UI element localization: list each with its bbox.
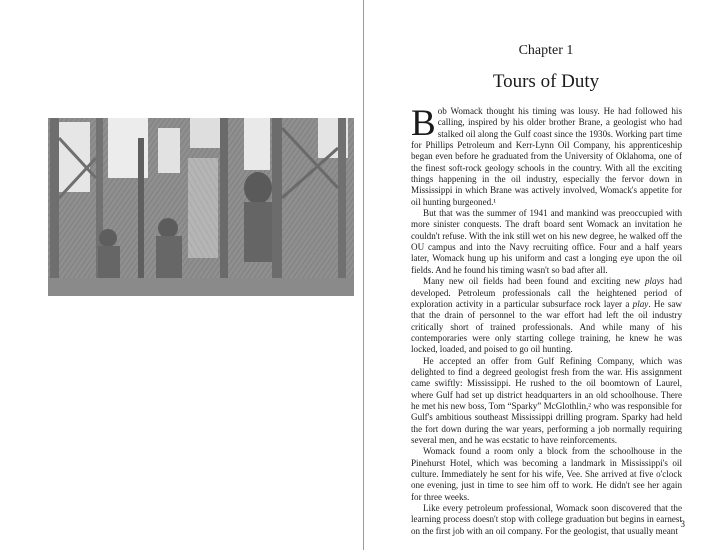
paragraph-text: But that was the summer of 1941 and mankind was preoccupied with more sinister conquests. The draft board sent Womack an invitation he couldn't refuse. With the ink still wet on his new degree, he walked off the OU campus and into the Navy recruiting office. Four and a half years later, Womack hung up his uniform and cast a longing eye upon the oil fields. And he found his timing wasn't so bad after all.	[411, 208, 682, 275]
italic-term: plays	[644, 276, 665, 287]
paragraph	[411, 103, 682, 208]
italic-term: play	[632, 298, 649, 309]
paragraph	[411, 208, 682, 276]
drop-cap: B	[411, 103, 436, 144]
derrick-crew-illustration	[48, 118, 354, 296]
right-page	[364, 0, 728, 550]
paragraph-text: had developed. Petroleum professionals call the heightened period of exploration activity in a particular subsurface rock layer a	[411, 276, 682, 309]
paragraph-text: Womack found a room only a block from the schoolhouse in the Pinehurst Hotel, which was becoming a landmark in Mississippi's oil culture. Immediately he sent for his wife, Vee. She arrived at five o'clock one evening, just in time to see him off to work. He didn't see her again for three weeks.	[411, 446, 682, 502]
paragraph-text: Like every petroleum professional, Womack soon discovered that the learning process doesn't stop with college graduation but begins in earnest on the first job with an oil company. For the geologist, that usually meant	[411, 503, 682, 536]
chapter-body	[411, 103, 682, 537]
paragraph-text: Many new oil fields had been found and exciting new	[423, 276, 645, 287]
page-number: 3	[680, 519, 685, 529]
paragraph	[411, 503, 682, 537]
paragraph-text: ob Womack thought his timing was lousy. He had followed his calling, inspired by his older brother Brane, a geologist who had stalked oil along the Gulf coast since the 1930s. Working part time for Phillips Petroleum and Kerr-Lynn Oil Company, his apprenticeship began even before he graduated from the University of Oklahoma, one of the finest soft-rock geology schools in the country. With all the exciting things happening in the oil industry, especially the fervor down in Mississippi in which Brane was actively involved, Womack's appetite for oil hunting burgeoned.¹	[411, 106, 682, 207]
paragraph-text: He accepted an offer from Gulf Refining Company, which was delighted to find a degreed geologist fresh from the war. His assignment came swiftly: Mississippi. He rushed to the oil boomtown of Laurel, where Gulf had set up district headquarters in an old schoolhouse. There he met his new boss, Tom “Sparky” McGlothlin,² who was responsible for Gulf's ambitious southeast Mississippi drilling program. Sparky had held the fort down during the war years, performing a job normally requiring several men, and he was ecstatic to have reinforcements.	[411, 355, 682, 445]
chapter-title: Tours of Duty	[492, 71, 600, 92]
paragraph-text: . He saw that the drain of personnel to the war effort had left the oil industry critically short of trained professionals. And while many of his contemporaries were only starting college training, he knew he was locked, loaded, and poised to go oil hunting.	[411, 298, 682, 355]
paragraph	[411, 356, 682, 447]
chapter-label: Chapter 1	[518, 43, 574, 58]
paragraph	[411, 446, 682, 503]
left-page	[0, 0, 363, 550]
paragraph	[411, 276, 682, 355]
